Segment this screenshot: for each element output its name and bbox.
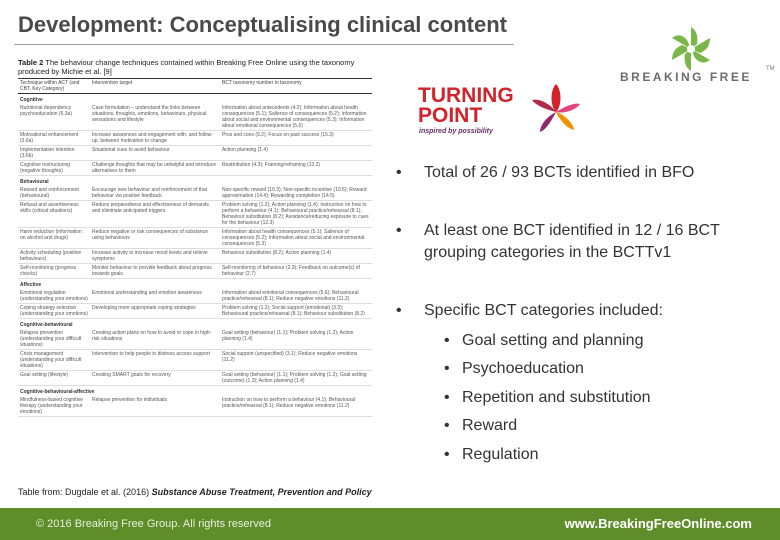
table-cell: Self-monitoring (progress checks) [18, 264, 90, 279]
category-label: Behavioural [20, 179, 49, 185]
table-cell: Social support (unspecified) (3.1); Reduce negative emotions (11.2) [220, 350, 372, 371]
table-cell: Challenge thoughts that may be unhelpful and introduce alternatives to them [90, 161, 220, 176]
table-category-row [18, 319, 372, 330]
table-row [18, 396, 372, 417]
table-cell: Reward and reinforcement (behavioural) [18, 186, 90, 201]
turning-point-line1: TURNING [418, 84, 514, 107]
table-cell: Relapse prevention (understanding your difficult situations) [18, 329, 90, 350]
slide-title: Development: Conceptualising clinical content [18, 12, 507, 37]
table-cell: Harm reduction (information on alcohol and drugs) [18, 228, 90, 249]
table-cell: Implementation intention (3.6b) [18, 146, 90, 161]
table-cell: Information about health consequences (5.1); Salience of consequences (5.2); Information about social and environmental consequences (5.3) [220, 228, 372, 249]
table-cell: Emotional regulation (understanding your emotions) [18, 289, 90, 304]
category-label: Cognitive-behavioural [20, 322, 73, 328]
table-row [18, 104, 372, 131]
table-cell: Developing more appropriate coping strategies [90, 304, 220, 319]
table-row [18, 186, 372, 201]
table-cell: Nutritional dependency psychoeducation (6.3a) [18, 104, 90, 131]
table-cell: Information about emotional consequences (5.6); Behavioural practice/rehearsal (8.1); Reduce negative emotions (11.2) [220, 289, 372, 304]
table-cell: Refusal and assertiveness skills (critical situations) [18, 201, 90, 228]
table-cell: Creating action plans on how to avoid or cope in high-risk situations [90, 329, 220, 350]
trademark-mark: TM [766, 66, 775, 72]
table-source: Table from: Dugdale et al. (2016) Substance Abuse Treatment, Prevention and Policy [18, 487, 372, 497]
table-cell: Goal setting (behaviour) (1.1); Problem solving (1.2); Goal setting (outcome) (1.3); Action planning (1.4) [220, 371, 372, 386]
table-cell: Self-monitoring of behaviour (2.3); Feedback on outcome(s) of behaviour (2.7) [220, 264, 372, 279]
bct-table [18, 78, 372, 417]
turning-point-tagline: inspired by possibility [419, 128, 493, 135]
table-cell: Activity scheduling (positive behaviours) [18, 249, 90, 264]
table-header: Intervention target [90, 79, 220, 94]
table-cell: Goal setting (behaviour) (1.1); Problem solving (1.2); Action planning (1.4) [220, 329, 372, 350]
table-row [18, 264, 372, 279]
table-category-row [18, 94, 372, 105]
category-label: Cognitive-behavioural-affective [20, 389, 95, 395]
table-cell: Creating SMART goals for recovery [90, 371, 220, 386]
table-cell: Reduce preparedness and effectiveness of demands and eliminate anticipated triggers [90, 201, 220, 228]
table-cell: Instruction on how to perform a behaviour (4.1); Behavioural practice/rehearsal (8.1); Reduce negative emotions (11.2) [220, 396, 372, 417]
table-cell: Problem solving (1.2); Social support (emotional) (3.3); Behavioural practice/rehearsal (8.1); Behaviour substitution (8.2) [220, 304, 372, 319]
flower-icon [532, 84, 580, 132]
title-divider [14, 44, 514, 45]
table-row [18, 131, 372, 146]
table-header: Technique within ACT (and CBT, Key Category) [18, 79, 90, 94]
table-cell: Situational cues to avoid behaviour [90, 146, 220, 161]
turning-point-logo [416, 80, 586, 142]
table-cell: Reduce negative or risk consequences of substance using behaviours [90, 228, 220, 249]
website-link[interactable]: www.BreakingFreeOnline.com [564, 516, 752, 531]
table-row [18, 249, 372, 264]
table-cell: Non-specific reward (10.3); Non-specific incentive (10.6); Reward approximation (14.4); Rewarding completion (14.5) [220, 186, 372, 201]
table-cell: Motivational enhancement (3.6a) [18, 131, 90, 146]
table-category-row [18, 279, 372, 290]
breaking-free-wordmark: BREAKING FREE [620, 70, 752, 84]
table-cell: Information about antecedents (4.2); Information about health consequences (5.1); Salience of consequences (5.2); Information about social and environmental consequences (5.3); Information about emotional consequences (5.6) [220, 104, 372, 131]
table-caption: Table 2 The behaviour change techniques contained within Breaking Free Online using the taxonomy produced by Michie et al. [9] [18, 58, 355, 76]
table-cell: Action planning (1.4) [220, 146, 372, 161]
category-label: Affective [20, 282, 42, 288]
table-row [18, 329, 372, 350]
table-cell: Mindfulness-based cognitive therapy (understanding your emotions) [18, 396, 90, 417]
breaking-free-logo-icon [616, 20, 766, 100]
table-cell: Coping strategy selection (understanding your emotions) [18, 304, 90, 319]
table-header: BCT taxonomy number in taxonomy [220, 79, 372, 94]
table-cell: Monitor behaviour to provide feedback about progress towards goals [90, 264, 220, 279]
table-row [18, 201, 372, 228]
table-cell: Intervention to help people in distress access support [90, 350, 220, 371]
table-cell: Behaviour substitution (8.2); Action planning (1.4) [220, 249, 372, 264]
footer-bar [0, 508, 780, 540]
table-cell: Problem solving (1.2); Action planning (1.4); Instruction on how to perform a behaviour (4.1); Behavioural practice/rehearsal (8.1); Behaviour substitution (8.2); Avoidance/reducing exposure to cues for the behaviour (12.3) [220, 201, 372, 228]
table-cell: Cognitive restructuring (negative thoughts) [18, 161, 90, 176]
table-cell: Relapse prevention for individuals [90, 396, 220, 417]
table-cell: Increase awareness and engagement with, and follow-up, between motivation to change [90, 131, 220, 146]
table-row [18, 304, 372, 319]
bct-table-figure [18, 58, 372, 468]
table-row [18, 228, 372, 249]
category-label: Cognitive [20, 97, 43, 103]
table-row [18, 146, 372, 161]
table-row [18, 350, 372, 371]
table-cell: Encourage new behaviour and reinforcement of that behaviour via positive feedback [90, 186, 220, 201]
table-cell: Pros and cons (9.2); Focus on past success (15.3) [220, 131, 372, 146]
table-cell: Reattribution (4.3); Framing/reframing (13.2) [220, 161, 372, 176]
copyright-text: © 2016 Breaking Free Group. All rights reserved [36, 518, 271, 530]
table-category-row [18, 386, 372, 397]
table-category-row [18, 176, 372, 187]
table-cell: Increase activity to increase mood levels and relieve symptoms [90, 249, 220, 264]
table-cell: Crisis management (understanding your difficult situations) [18, 350, 90, 371]
table-row [18, 289, 372, 304]
table-body [18, 94, 372, 417]
table-row [18, 371, 372, 386]
turning-point-line2: POINT [418, 104, 483, 127]
table-cell: Goal setting (lifestyle) [18, 371, 90, 386]
table-cell: Emotional understanding and emotion awareness [90, 289, 220, 304]
table-row [18, 161, 372, 176]
table-cell: Case formulation – understand the links between situations, thoughts, emotions, behaviours, physical sensations and lifestyle [90, 104, 220, 131]
